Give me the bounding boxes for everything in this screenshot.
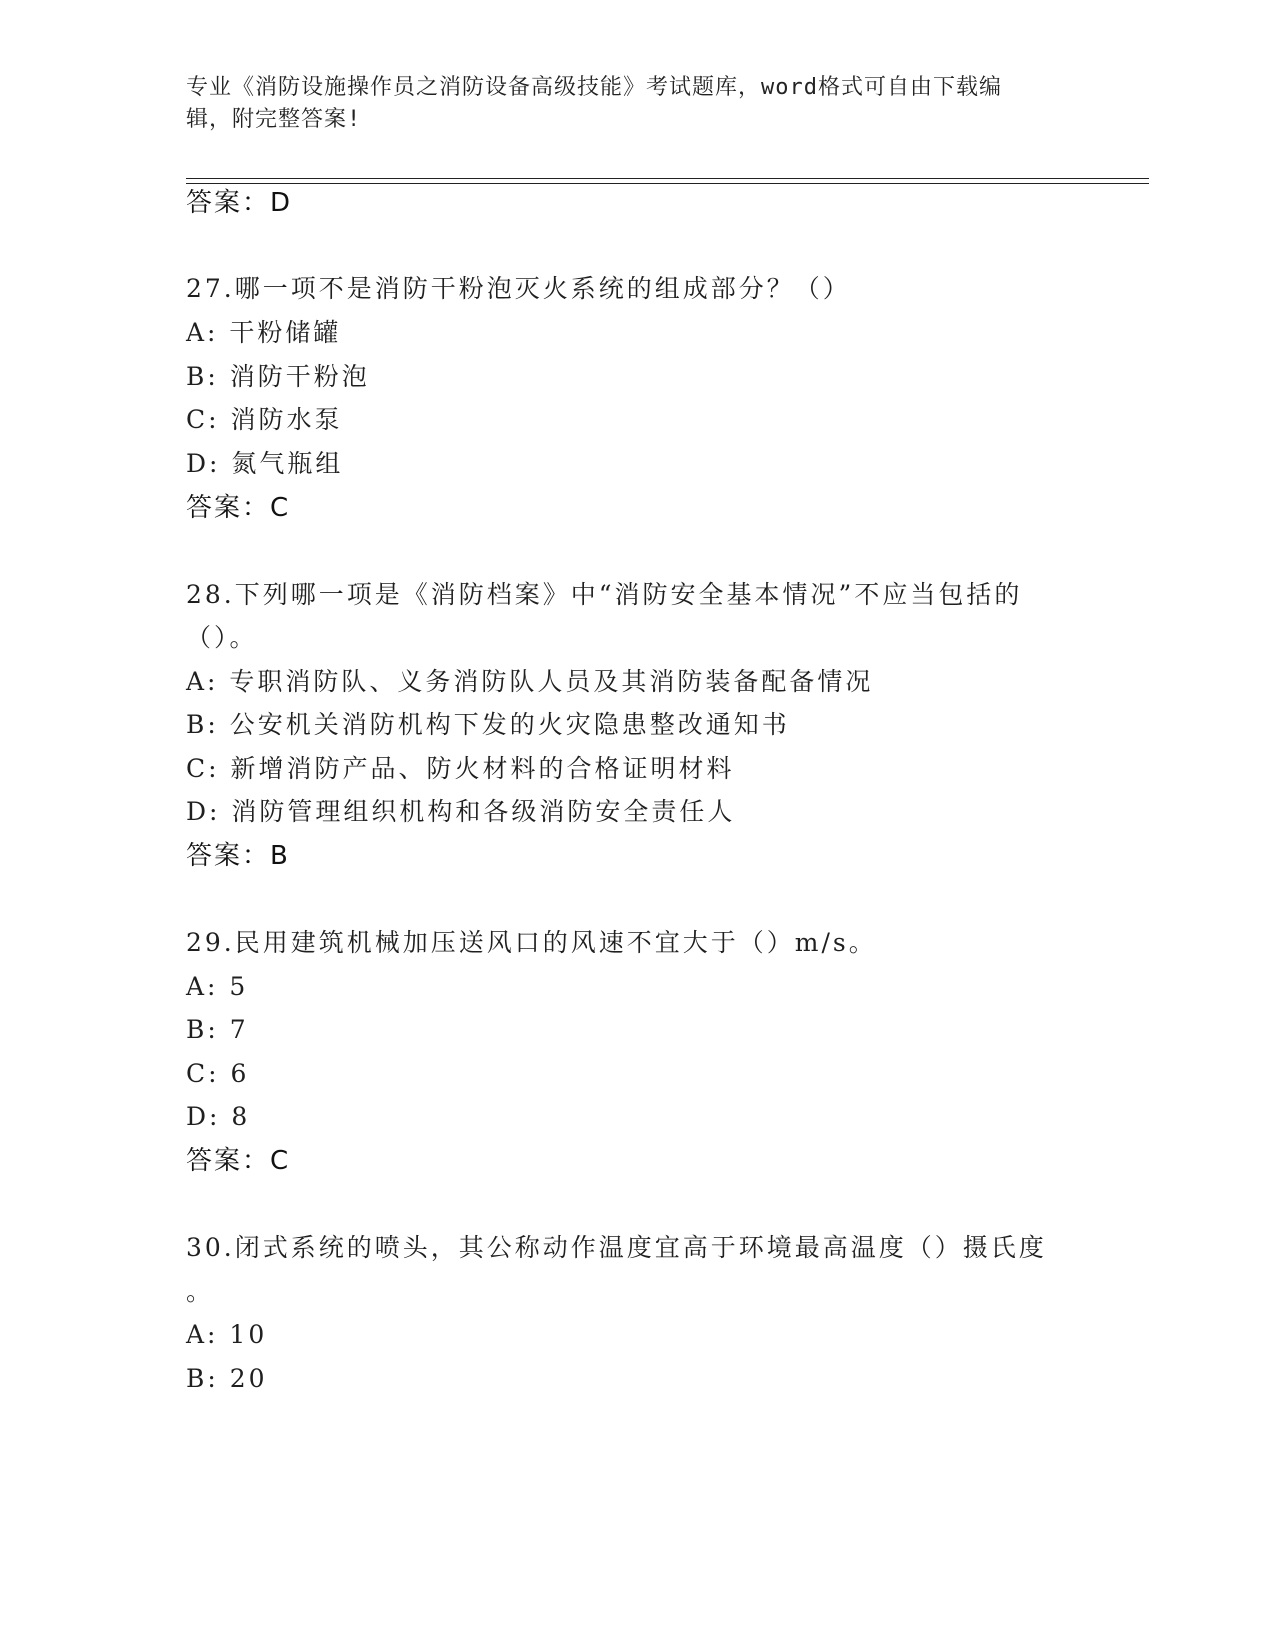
question-29-stem: 29.民用建筑机械加压送风口的风速不宜大于（）m/s。	[186, 928, 877, 957]
question-28-option-d: D: 消防管理组织机构和各级消防安全责任人	[186, 797, 736, 826]
document-header	[186, 72, 1066, 136]
answer-prev: 答案：D	[186, 188, 293, 218]
question-30-stem-line-1: 30.闭式系统的喷头，其公称动作温度宜高于环境最高温度（）摄氏度	[186, 1233, 1047, 1262]
question-27-option-a: A: 干粉储罐	[186, 318, 342, 347]
question-28-option-b: B: 公安机关消防机构下发的火灾隐患整改通知书	[186, 710, 790, 739]
question-27-answer: 答案：C	[186, 493, 291, 523]
question-29-option-c: C: 6	[186, 1059, 250, 1088]
question-29-answer: 答案：C	[186, 1146, 291, 1176]
header-divider-bottom	[186, 183, 1149, 184]
question-28-stem-line-1: 28.下列哪一项是《消防档案》中“消防安全基本情况”不应当包括的	[186, 580, 1023, 609]
question-30-option-a: A: 10	[186, 1320, 268, 1349]
question-30-option-b: B: 20	[186, 1364, 268, 1393]
question-27-option-b: B: 消防干粉泡	[186, 362, 370, 391]
question-28-answer: 答案：B	[186, 841, 290, 871]
question-29-option-d: D: 8	[186, 1102, 251, 1131]
question-27-option-c: C: 消防水泵	[186, 405, 343, 434]
question-28-stem-line-2: （）。	[186, 623, 258, 652]
question-27-stem: 27.哪一项不是消防干粉泡灭火系统的组成部分？（）	[186, 274, 851, 303]
question-27-option-d: D: 氮气瓶组	[186, 449, 344, 478]
header-intro-line-2: 辑，附完整答案!	[186, 107, 362, 132]
question-29-option-b: B: 7	[186, 1015, 249, 1044]
question-28-option-a: A: 专职消防队、义务消防队人员及其消防装备配备情况	[186, 667, 874, 696]
question-30-stem-line-2: 。	[186, 1277, 215, 1306]
question-28-option-c: C: 新增消防产品、防火材料的合格证明材料	[186, 754, 735, 783]
question-29-option-a: A: 5	[186, 972, 249, 1001]
header-divider-top	[186, 178, 1149, 179]
header-intro-line-1: 专业《消防设施操作员之消防设备高级技能》考试题库，word格式可自由下载编	[186, 75, 1002, 100]
